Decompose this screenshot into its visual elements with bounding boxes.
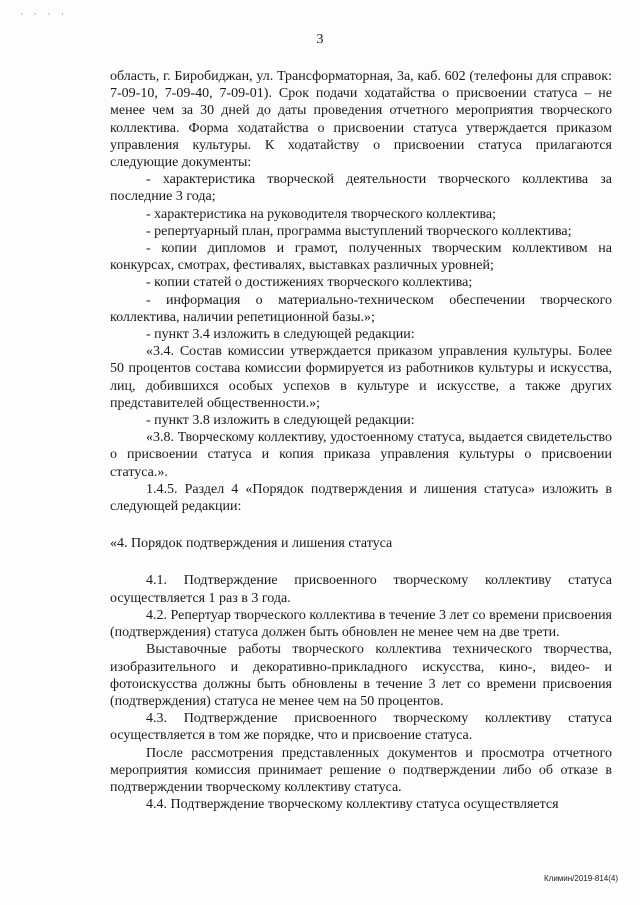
paragraph: 1.4.5. Раздел 4 «Порядок подтверждения и лишения статуса» изложить в следующей редакции: xyxy=(110,481,612,515)
scan-artifact: · · · · xyxy=(20,10,69,20)
list-item: - пункт 3.4 изложить в следующей редакции: xyxy=(146,327,415,343)
section-heading: «4. Порядок подтверждения и лишения статуса xyxy=(110,536,393,552)
paragraph: 4.1. Подтверждение присвоенного творческому коллективу статуса осуществляется 1 раз в 3 года. xyxy=(110,573,612,606)
paragraph: «3.8. Творческому коллективу, удостоенному статуса, выдается свидетельство о присвоении статуса и копия приказа управления культуры о присвоении статуса.». xyxy=(110,430,612,480)
document-footer-code: Климин/2019-814(4) xyxy=(544,874,618,883)
list-item: - копии статей о достижениях творческого коллектива; xyxy=(146,275,473,291)
paragraph: «3.4. Состав комиссии утверждается приказом управления культуры. Более 50 процентов состава комиссии формируется из работников культуры и искусства, лиц, добившихся особых успехов в культуре и искусстве, а также других представителей общественности.»; xyxy=(110,344,612,411)
document-body xyxy=(110,68,612,813)
list-item: - копии дипломов и грамот, полученных творческим коллективом на конкурсах, смотрах, фестивалях, выставках различных уровней; xyxy=(110,241,612,274)
paragraph: 4.2. Репертуар творческого коллектива в течение 3 лет со времени присвоения (подтверждения) статуса должен быть обновлен не менее чем на две трети. xyxy=(110,607,612,641)
list-item: - информация о материально-техническом обеспечении творческого коллектива, наличии репетиционной базы.»; xyxy=(110,292,612,325)
paragraph: область, г. Биробиджан, ул. Трансформаторная, 3а, каб. 602 (телефоны для справок: 7-09-10, 7-09-40, 7-09-01). Срок подачи ходатайства о присвоении статуса – не менее чем за 30 дней до даты проведения отчетного мероприятия творческого коллектива. Форма ходатайства о присвоении статуса утверждается приказом управления культуры. К ходатайству о присвоении статуса прилагаются следующие документы: xyxy=(110,69,612,171)
list-item: - репертуарный план, программа выступлений творческого коллектива; xyxy=(146,223,572,239)
page-number: 3 xyxy=(316,32,324,47)
paragraph: Выставочные работы творческого коллектива технического творчества, изобразительного и декоративно-прикладного искусства, кино-, видео- и фотоискусства должны быть обновлены в течение 3 лет со времени присвоения (подтверждения) статуса не менее чем на 50 процентов. xyxy=(110,642,612,709)
list-item: - характеристика творческой деятельности творческого коллектива за последние 3 года; xyxy=(110,172,612,205)
list-item: - пункт 3.8 изложить в следующей редакции: xyxy=(146,413,415,429)
paragraph: После рассмотрения представленных документов и просмотра отчетного мероприятия комиссия принимает решение о подтверждении либо об отказе в подтверждении творческому коллективу статуса. xyxy=(110,745,612,795)
list-item: - характеристика на руководителя творческого коллектива; xyxy=(146,206,497,222)
paragraph: 4.3. Подтверждение присвоенного творческому коллективу статуса осуществляется в том же порядке, что и присвоение статуса. xyxy=(110,711,612,744)
paragraph: 4.4. Подтверждение творческому коллективу статуса осуществляется xyxy=(146,797,559,813)
